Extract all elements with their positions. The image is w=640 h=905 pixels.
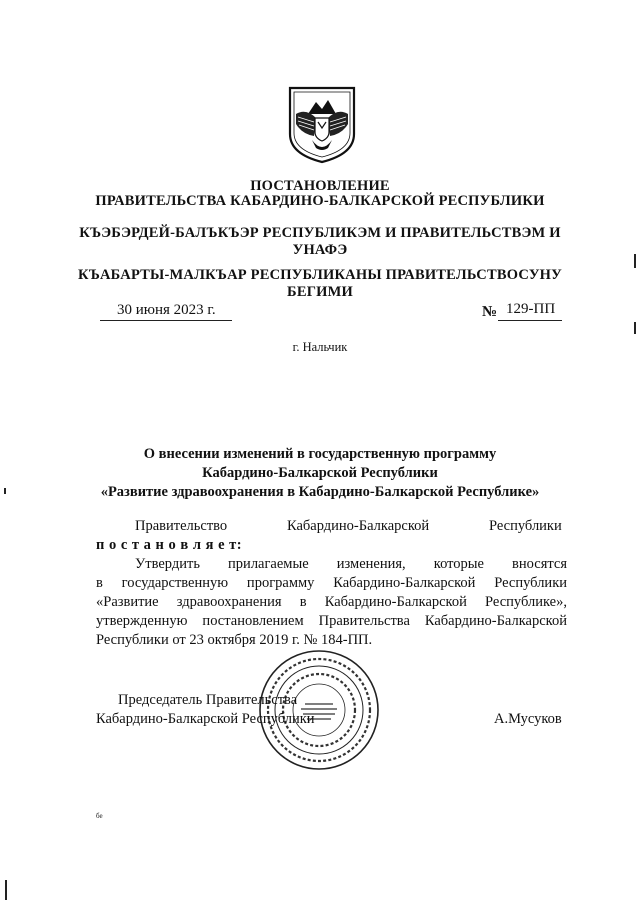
preamble-word-government: Правительство [135, 518, 228, 534]
issuer-karachay-line2: БЕГИМИ [287, 284, 353, 300]
signer-name: А.Мусуков [494, 711, 562, 727]
paragraph-line3: «Развитие здравоохранения в Кабардино-Балкарской Республике», [96, 594, 567, 610]
city: г. Нальчик [292, 340, 348, 354]
scan-artifact-right-1 [634, 254, 636, 268]
subject-line1: О внесении изменений в государственную программу [143, 446, 497, 462]
paragraph-line4: утвержденную постановлением Правительства Кабардино-Балкарской [96, 613, 567, 629]
subject-line2: Кабардино-Балкарской Республики [202, 465, 438, 481]
signer-title-line2: Кабардино-Балкарской Республики [96, 711, 315, 727]
document-date: 30 июня 2023 г. [117, 302, 216, 318]
number-underline [498, 320, 562, 321]
paragraph-line5: Республики от 23 октября 2019 г. № 184-ПП. [96, 632, 373, 648]
document-number: 129-ПП [506, 301, 556, 317]
date-underline [100, 320, 232, 321]
coat-of-arms-emblem [286, 84, 358, 164]
issuer-kabardian-line2: УНАФЭ [292, 242, 348, 258]
issuer-russian: ПРАВИТЕЛЬСТВА КАБАРДИНО-БАЛКАРСКОЙ РЕСПУБЛИКИ [95, 193, 545, 209]
number-sign: № [482, 304, 498, 320]
scan-artifact-bottom [5, 880, 7, 900]
issuer-karachay-line1: КЪАБАРТЫ-МАЛКЪАР РЕСПУБЛИКАНЫ ПРАВИТЕЛЬСТВОСУНУ [78, 267, 562, 283]
footer-mark: бе [96, 812, 103, 820]
preamble-word-kbr: Кабардино-Балкарской [287, 518, 430, 534]
paragraph-line1: Утвердить прилагаемые изменения, которые вносятся [135, 556, 567, 572]
preamble-word-republic: Республики [489, 518, 562, 534]
document-title: ПОСТАНОВЛЕНИЕ [250, 178, 390, 194]
paragraph-line2: в государственную программу Кабардино-Балкарской Республики [96, 575, 567, 591]
subject-line3: «Развитие здравоохранения в Кабардино-Балкарской Республике» [100, 484, 540, 500]
scan-artifact-left [4, 488, 6, 494]
issuer-kabardian-line1: КЪЭБЭРДЕЙ-БАЛЪКЪЭР РЕСПУБЛИКЭМ И ПРАВИТЕЛЬСТВЭМ И [79, 225, 561, 241]
scan-artifact-right-2 [634, 322, 636, 334]
signer-title-line1: Председатель Правительства [118, 692, 298, 708]
decree-word: п о с т а н о в л я е т: [96, 537, 243, 553]
